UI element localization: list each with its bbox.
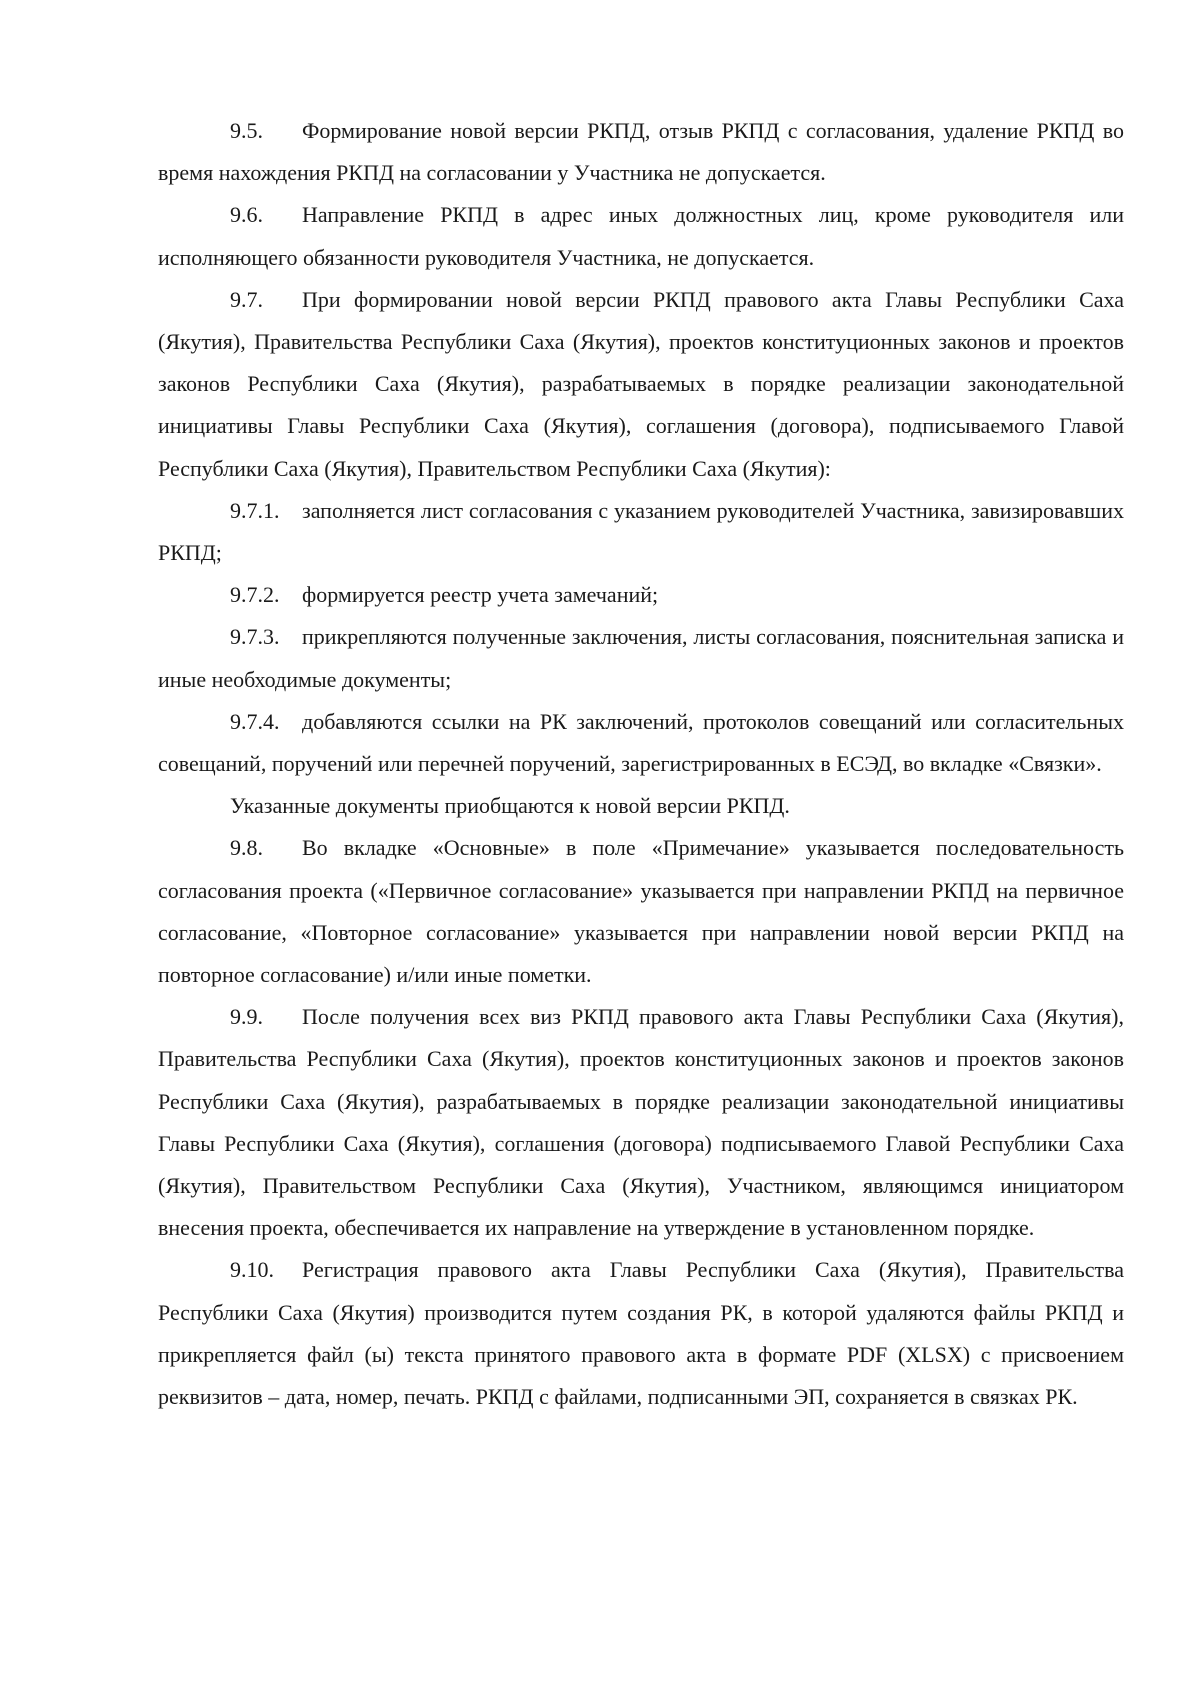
paragraph-9-5	[158, 110, 1124, 194]
paragraph-number: 9.6.	[230, 202, 263, 228]
paragraph-9-7-4	[158, 701, 1124, 785]
paragraph-text: формируется реестр учета замечаний;	[302, 582, 659, 608]
paragraph-text: После получения всех виз РКПД правового акта Главы Республики Саха (Якутия), Правительства Республики Саха (Якутия), проектов конституционных законов и проектов законов Республики Саха (Якутия), разрабатываемых в порядке реализации законодательной инициативы Главы Республики Саха (Якутия), соглашения (договора) подписываемого Главой Республики Саха (Якутия), Правительством Республики Саха (Якутия), Участником, являющимся инициатором внесения проекта, обеспечивается их направление на утверждение в установленном порядке.	[158, 1004, 1124, 1241]
paragraph-text: Во вкладке «Основные» в поле «Примечание» указывается последовательность согласования проекта («Первичное согласование» указывается при направлении РКПД на первичное согласование, «Повторное согласование» указывается при направлении новой версии РКПД на повторное согласование) и/или иные пометки.	[158, 835, 1124, 988]
paragraph-9-8	[158, 827, 1124, 996]
paragraph-text: Формирование новой версии РКПД, отзыв РКПД с согласования, удаление РКПД во время нахождения РКПД на согласовании у Участника не допускается.	[158, 118, 1124, 186]
paragraph-text: добавляются ссылки на РК заключений, протоколов совещаний или согласительных совещаний, поручений или перечней поручений, зарегистрированных в ЕСЭД, во вкладке «Связки».	[158, 708, 1124, 777]
paragraph-9-10	[158, 1249, 1124, 1418]
document-page	[158, 110, 1124, 1418]
paragraph-number: 9.7.3.	[230, 624, 280, 650]
paragraph-text: заполняется лист согласования с указанием руководителей Участника, завизировавших РКПД;	[158, 497, 1124, 566]
paragraph-text: Регистрация правового акта Главы Республики Саха (Якутия), Правительства Республики Саха (Якутия) производится путем создания РК, в которой удаляются файлы РКПД и прикрепляется файл (ы) текста принятого правового акта в формате PDF (XLSX) с присвоением реквизитов – дата, номер, печать. РКПД с файлами, подписанными ЭП, сохраняется в связках РК.	[158, 1257, 1124, 1410]
paragraph-9-6	[158, 194, 1124, 278]
paragraph-number: 9.7.	[230, 286, 263, 312]
paragraph-documents-note	[158, 785, 1124, 827]
paragraph-text: Направление РКПД в адрес иных должностных лиц, кроме руководителя или исполняющего обязанности руководителя Участника, не допускается.	[158, 202, 1124, 270]
paragraph-number: 9.9.	[230, 1004, 263, 1030]
paragraph-9-7-1	[158, 490, 1124, 574]
paragraph-number: 9.7.2.	[230, 582, 280, 608]
paragraph-number: 9.5.	[230, 118, 263, 143]
paragraph-number: 9.7.1.	[230, 497, 280, 523]
paragraph-9-7-3	[158, 616, 1124, 700]
paragraph-9-7	[158, 279, 1124, 490]
paragraph-number: 9.7.4.	[230, 708, 280, 734]
paragraph-text: прикрепляются полученные заключения, листы согласования, пояснительная записка и иные необходимые документы;	[158, 624, 1124, 692]
paragraph-9-7-2	[158, 574, 1124, 616]
paragraph-text: При формировании новой версии РКПД правового акта Главы Республики Саха (Якутия), Правительства Республики Саха (Якутия), проектов конституционных законов и проектов законов Республики Саха (Якутия), разрабатываемых в порядке реализации законодательной инициативы Главы Республики Саха (Якутия), соглашения (договора), подписываемого Главой Республики Саха (Якутия), Правительством Республики Саха (Якутия):	[158, 286, 1124, 481]
paragraph-text: Указанные документы приобщаются к новой версии РКПД.	[230, 793, 790, 819]
paragraph-9-9	[158, 996, 1124, 1249]
paragraph-number: 9.10.	[230, 1257, 274, 1283]
paragraph-number: 9.8.	[230, 835, 263, 861]
